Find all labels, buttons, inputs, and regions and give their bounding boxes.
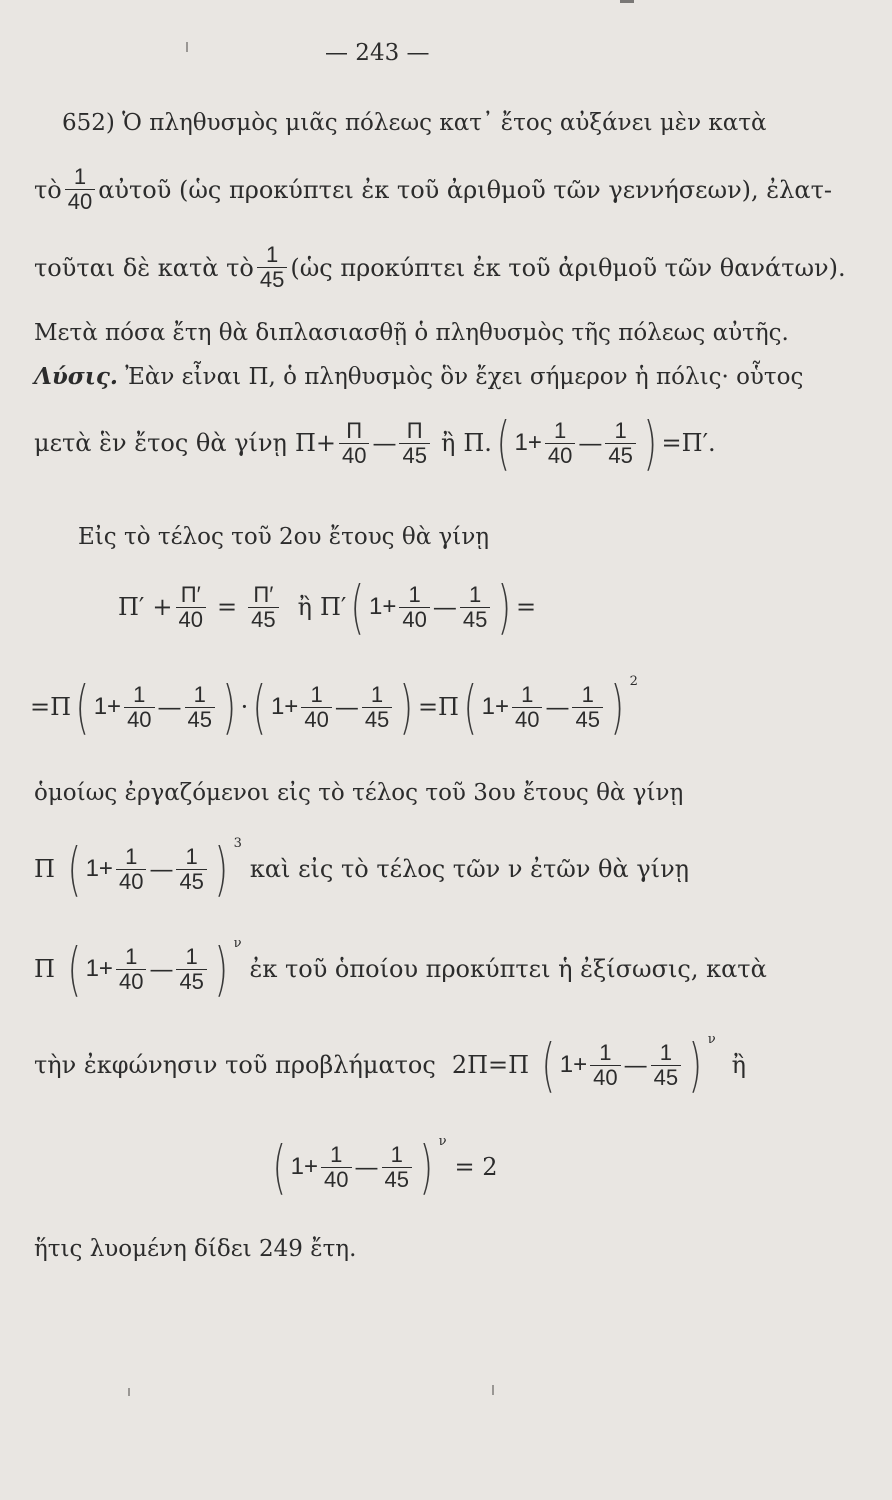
fraction-one-fortyfifth: $\frac{1}{45}$ [257,243,287,292]
equation-one-year [34,409,716,477]
paren-open: ( [350,573,365,641]
symbol-one-plus: 1+ [85,955,113,982]
fraction-1-40: $\frac{1}{40}$ [399,583,429,632]
symbol-minus: — [149,955,174,983]
paren-close: ) [214,935,229,1003]
fraction-1-45: $\frac{1}{45}$ [572,683,602,732]
equation-year-2 [118,573,537,641]
paren-open: ( [272,1133,287,1201]
fraction-pi-40: $\frac{\Pi}{40}$ [339,419,369,468]
symbol-pi: Π [294,429,316,457]
text-one-year: μετὰ ἓν ἔτος θὰ γίνῃ [34,429,287,457]
symbol-minus: — [623,1051,648,1079]
symbol-or: ἢ [440,429,456,457]
fraction-1-40: $\frac{1}{40}$ [301,683,331,732]
symbol-one-plus: 1+ [270,693,299,720]
fraction-piprime-45: $\frac{\Pi'}{45}$ [248,583,278,632]
solution-text-1: Ἐὰν εἶναι Π, ὁ πληθυσμὸς ὃν ἔχει σήμερον ἡ πόλις· οὗτος [125,364,804,390]
symbol-pi: Π [34,855,55,883]
fraction-1-45: $\frac{1}{45}$ [651,1041,681,1090]
exponent-3: 3 [233,835,242,851]
symbol-minus: — [157,693,182,721]
equation-final [268,1133,498,1201]
paren-open: ( [67,935,82,1003]
fraction-1-45: $\frac{1}{45}$ [382,1143,412,1192]
symbol-one-plus: 1+ [93,693,122,720]
symbol-equals: = [216,593,238,621]
symbol-pi: Π. [463,429,492,457]
symbol-dot: · [240,693,249,721]
paren-open: ( [541,1031,556,1099]
symbol-plus: + [315,429,336,457]
symbol-minus: — [432,593,457,621]
symbol-or: ἢ [297,593,312,621]
equation-year-n [34,935,767,1003]
solution-line-1 [34,362,803,392]
fraction-1-40: $\frac{1}{40}$ [124,683,154,732]
symbol-minus: — [372,429,397,457]
paren-open: ( [67,835,82,903]
symbol-minus: — [149,855,174,883]
symbol-two-pi: 2Π=Π [451,1051,530,1079]
fraction-1-45: $\frac{1}{45}$ [176,845,206,894]
text-to: τὸ [34,175,62,204]
exponent-n: ν [707,1031,716,1047]
symbol-one-plus: 1+ [369,593,397,620]
symbol-plus: + [152,593,173,621]
fraction-1-40: $\frac{1}{40}$ [116,945,146,994]
fraction-one-fortieth: $\frac{1}{40}$ [65,165,95,214]
text-equation: ἐκ τοῦ ὁποίου προκύπτει ἡ ἐξίσωσις, κατὰ [249,955,767,983]
solution-label: Λύσις. [34,363,118,390]
text-year-2: Εἰς τὸ τέλος τοῦ 2ου ἔτους θὰ γίνῃ [78,524,490,550]
fraction-1-40: $\frac{1}{40}$ [321,1143,351,1192]
page-number: — 243 — [325,40,430,66]
text-decrease: τοῦται δὲ κατὰ τὸ [34,253,254,282]
symbol-pi-prime: Π′ [319,593,347,621]
problem-line-3 [34,243,846,292]
paren-open: ( [252,673,267,741]
paren-close: ) [688,1031,703,1099]
symbol-one-plus: 1+ [290,1153,319,1180]
paren-close: ) [214,835,229,903]
paren-open: ( [75,673,90,741]
symbol-minus: — [578,429,603,457]
fraction-pi-45: $\frac{\Pi}{45}$ [399,419,429,468]
problem-line-2 [34,165,832,214]
text-year-3: ὁμοίως ἐργαζόμενοι εἰς τὸ τέλος τοῦ 3ου ἔτους θὰ γίνῃ [34,780,684,806]
fraction-1-45: $\frac{1}{45}$ [185,683,215,732]
text-final-answer: ἥτις λυομένη δίδει 249 ἔτη. [34,1236,357,1262]
paren-close: ) [497,573,512,641]
text-statement: τὴν ἐκφώνησιν τοῦ προβλήματος [34,1051,436,1079]
symbol-equals-pi: =Π [30,693,72,721]
paren-close: ) [610,673,625,741]
exponent-n: ν [233,935,242,951]
scan-speck [186,42,188,52]
text-year-n: καὶ εἰς τὸ τέλος τῶν ν ἐτῶν θὰ γίνῃ [249,855,690,883]
symbol-one-plus: 1+ [514,429,542,456]
equation-year-3 [34,835,690,903]
fraction-1-45: $\frac{1}{45}$ [362,683,392,732]
paren-close: ) [222,673,237,741]
paren-open: ( [496,409,511,477]
symbol-pi: Π [34,955,55,983]
symbol-pi-prime: Π′. [681,429,716,457]
scan-speck [128,1388,130,1396]
symbol-or: ἢ [731,1051,746,1079]
symbol-one-plus: 1+ [559,1051,588,1078]
fraction-1-45: $\frac{1}{45}$ [605,419,635,468]
exponent-2: 2 [629,673,638,689]
scan-speck [620,0,634,3]
problem-intro: 652) Ὁ πληθυσμὸς μιᾶς πόλεως κατ᾿ ἔτος αὐξάνει μὲν κατὰ [62,110,767,136]
symbol-minus: — [545,693,570,721]
fraction-1-40: $\frac{1}{40}$ [116,845,146,894]
symbol-minus: — [354,1153,379,1181]
fraction-1-40: $\frac{1}{40}$ [512,683,542,732]
fraction-1-40: $\frac{1}{40}$ [590,1041,620,1090]
fraction-piprime-40: $\frac{\Pi'}{40}$ [176,583,206,632]
equation-doubling [34,1031,746,1099]
scan-speck [492,1385,494,1395]
symbol-equals: = [515,593,537,621]
symbol-one-plus: 1+ [481,693,509,720]
paren-close: ) [419,1133,434,1201]
fraction-1-45: $\frac{1}{45}$ [460,583,490,632]
paren-open: ( [463,673,478,741]
paren-close: ) [643,409,658,477]
text-growth-cause: αὐτοῦ (ὡς προκύπτει ἐκ τοῦ ἀριθμοῦ τῶν γεννήσεων), ἐλατ- [98,175,832,204]
symbol-equals-two: = 2 [454,1153,498,1181]
paren-close: ) [399,673,414,741]
equation-year-2-product [30,673,638,741]
symbol-equals: = [661,429,682,457]
text-decrease-cause: (ὡς προκύπτει ἐκ τοῦ ἀριθμοῦ τῶν θανάτων). [290,253,846,282]
symbol-equals-pi: =Π [417,693,459,721]
symbol-pi-prime: Π′ [118,593,145,621]
symbol-minus: — [334,693,359,721]
problem-question: Μετὰ πόσα ἔτη θὰ διπλασιασθῇ ὁ πληθυσμὸς τῆς πόλεως αὐτῆς. [34,320,789,346]
exponent-n: ν [438,1133,447,1149]
symbol-one-plus: 1+ [85,855,113,882]
fraction-1-40: $\frac{1}{40}$ [545,419,575,468]
fraction-1-45: $\frac{1}{45}$ [176,945,206,994]
